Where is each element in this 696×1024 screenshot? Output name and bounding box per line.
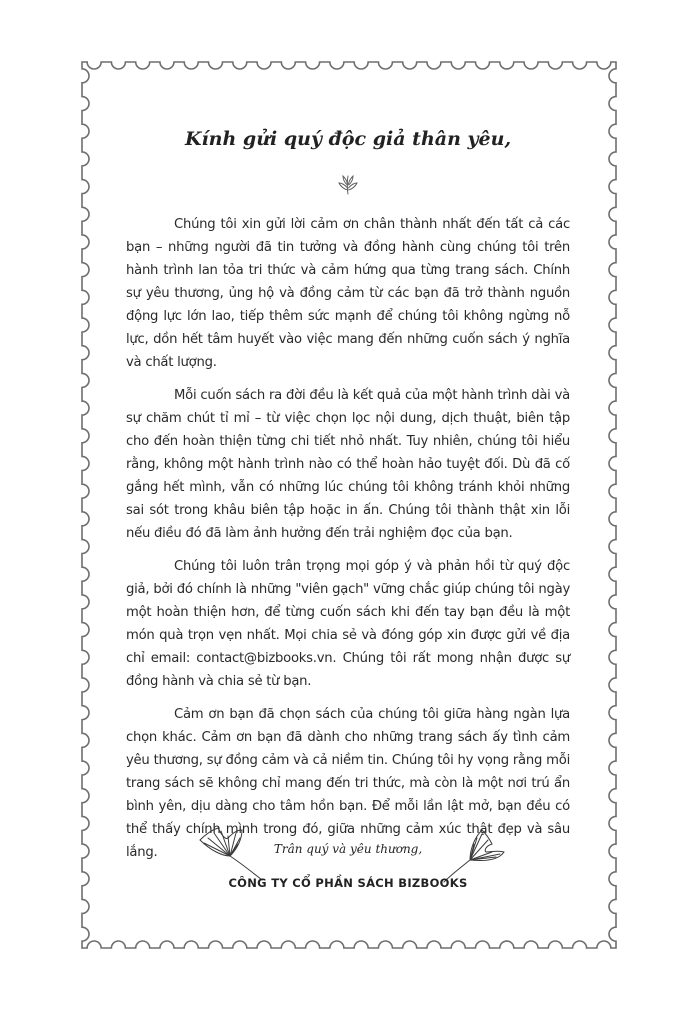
letter-greeting: Kính gửi quý độc giả thân yêu, xyxy=(184,128,512,150)
letter-paragraph: Chúng tôi luôn trân trọng mọi góp ý và phản hồi từ quý độc giả, bởi đó chính là những "viên gạch" vững chắc giúp chúng tôi ngày một hoàn thiện hơn, để từng cuốn sách khi đến tay bạn đều là một món quà trọn vẹn nhất. Mọi chia sẻ và đóng góp xin được gửi về địa chỉ email: contact@bizbooks.vn. Chúng tôi rất mong nhận được sự đồng hành và chia sẻ từ bạn. xyxy=(126,559,570,689)
letter-paragraph: Mỗi cuốn sách ra đời đều là kết quả của một hành trình dài và sự chăm chút tỉ mỉ – từ việc chọn lọc nội dung, dịch thuật, biên tập cho đến hoàn thiện từng chi tiết nhỏ nhất. Tuy nhiên, chúng tôi hiểu rằng, không một hành trình nào có thể hoàn hảo tuyệt đối. Dù đã cố gắng hết mình, vẫn có những lúc chúng tôi không tránh khỏi những sai sót trong khâu biên tập hoặc in ấn. Chúng tôi thành thật xin lỗi nếu điều đó đã làm ảnh hưởng đến trải nghiệm đọc của bạn. xyxy=(126,388,570,541)
leaf-sprig-icon xyxy=(333,172,363,196)
letter-paragraph: Cảm ơn bạn đã chọn sách của chúng tôi giữa hàng ngàn lựa chọn khác. Cảm ơn bạn đã dành cho những trang sách ấy tình cảm yêu thương, sự đồng cảm và cả niềm tin. Chúng tôi hy vọng rằng mỗi trang sách sẽ không chỉ mang đến tri thức, mà còn là một nơi trú ẩn bình yên, dịu dàng cho tâm hồn bạn. Để mỗi lần lật mở, bạn đều có thể thấy chính mình trong đó, giữa những cảm xúc thật đẹp và sâu lắng. xyxy=(126,707,570,860)
company-signature: CÔNG TY CỔ PHẦN SÁCH BIZBOOKS xyxy=(228,876,468,890)
letter-paragraph: Chúng tôi xin gửi lời cảm ơn chân thành nhất đến tất cả các bạn – những người đã tin tưởng và đồng hành cùng chúng tôi trên hành trình lan tỏa tri thức và cảm hứng qua từng trang sách. Chính sự yêu thương, ủng hộ và đồng cảm từ các bạn đã trở thành nguồn động lực lớn lao, tiếp thêm sức mạnh để chúng tôi không ngừng nỗ lực, dồn hết tâm huyết vào việc mang đến những cuốn sách ý nghĩa và chất lượng. xyxy=(126,217,570,370)
letter-closing: Trân quý và yêu thương, xyxy=(273,842,423,856)
letter-body xyxy=(126,213,570,874)
